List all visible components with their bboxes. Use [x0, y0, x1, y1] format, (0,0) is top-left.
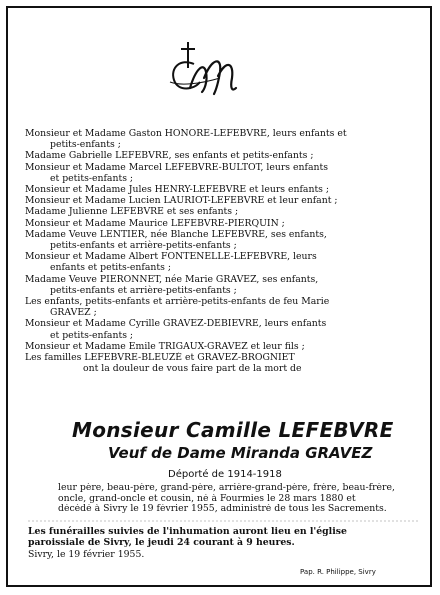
family-line: Madame Julienne LEFEBVRE et ses enfants ;	[25, 206, 239, 218]
family-line: Madame Veuve LENTIER, née Blanche LEFEBVRE, ses enfants,	[25, 228, 327, 240]
family-line: Madame Veuve PIERONNET, née Marie GRAVEZ, ses enfants,	[25, 273, 319, 285]
family-line: Monsieur et Madame Lucien LAURIOT-LEFEBVRE et leur enfant ;	[25, 195, 338, 207]
family-line: enfants et petits-enfants ;	[50, 262, 171, 274]
deported-line: Déporté de 1914-1918	[168, 469, 282, 480]
family-line: petits-enfants et arrière-petits-enfants ;	[50, 284, 237, 296]
bio-line: décédé à Sivry le 19 février 1955, administré de tous les Sacrements.	[58, 504, 387, 514]
family-line: Monsieur et Madame Maurice LEFEBVRE-PIERQUIN ;	[25, 217, 285, 229]
family-line: GRAVEZ ;	[50, 307, 97, 319]
deceased-name: Monsieur Camille LEFEBVRE	[72, 418, 394, 442]
bio-line: leur père, beau-père, grand-père, arrière-grand-père, frère, beau-frère,	[58, 483, 395, 493]
place-date: Sivry, le 19 février 1955.	[28, 549, 145, 560]
family-line: Monsieur et Madame Marcel LEFEBVRE-BULTOT, leurs enfants	[25, 161, 328, 173]
family-line: Monsieur et Madame Jules HENRY-LEFEBVRE et leurs enfants ;	[25, 184, 330, 196]
announcement-line: ont la douleur de vous faire part de la mort de	[83, 363, 302, 375]
family-line: Monsieur et Madame Cyrille GRAVEZ-DEBIEVRE, leurs enfants	[25, 318, 327, 330]
printer-credit: Pap. R. Philippe, Sivry	[300, 568, 376, 576]
family-line: Les enfants, petits-enfants et arrière-petits-enfants de feu Marie	[25, 296, 330, 308]
funeral-details	[28, 526, 423, 548]
biography	[58, 483, 418, 515]
funeral-line: Les funérailles suivies de l'inhumation auront lieu en l'église	[28, 526, 347, 537]
family-line: Monsieur et Madame Albert FONTENELLE-LEFEBVRE, leurs	[25, 251, 317, 263]
family-line: petits-enfants et arrière-petits-enfants ;	[50, 240, 237, 252]
family-line: et petits-enfants ;	[50, 329, 134, 341]
family-list	[25, 128, 420, 374]
family-line: et petits-enfants ;	[50, 172, 134, 184]
family-line: Les familles LEFEBVRE-BLEUZÉ et GRAVEZ-BROGNIET	[25, 352, 295, 364]
bio-line: oncle, grand-oncle et cousin, né à Fourmies le 28 mars 1880 et	[58, 493, 356, 504]
cross-monogram-icon	[160, 38, 240, 98]
family-line: Monsieur et Madame Gaston HONORE-LEFEBVRE, leurs enfants et	[25, 128, 347, 139]
family-line: petits-enfants ;	[50, 139, 121, 151]
funeral-line: paroissiale de Sivry, le jeudi 24 courant à 9 heures.	[28, 537, 295, 548]
family-line: Madame Gabrielle LEFEBVRE, ses enfants et petits-enfants ;	[25, 150, 314, 162]
widower-line: Veuf de Dame Miranda GRAVEZ	[108, 444, 373, 462]
divider	[28, 520, 418, 522]
family-line: Monsieur et Madame Emile TRIGAUX-GRAVEZ et leur fils ;	[25, 340, 305, 352]
